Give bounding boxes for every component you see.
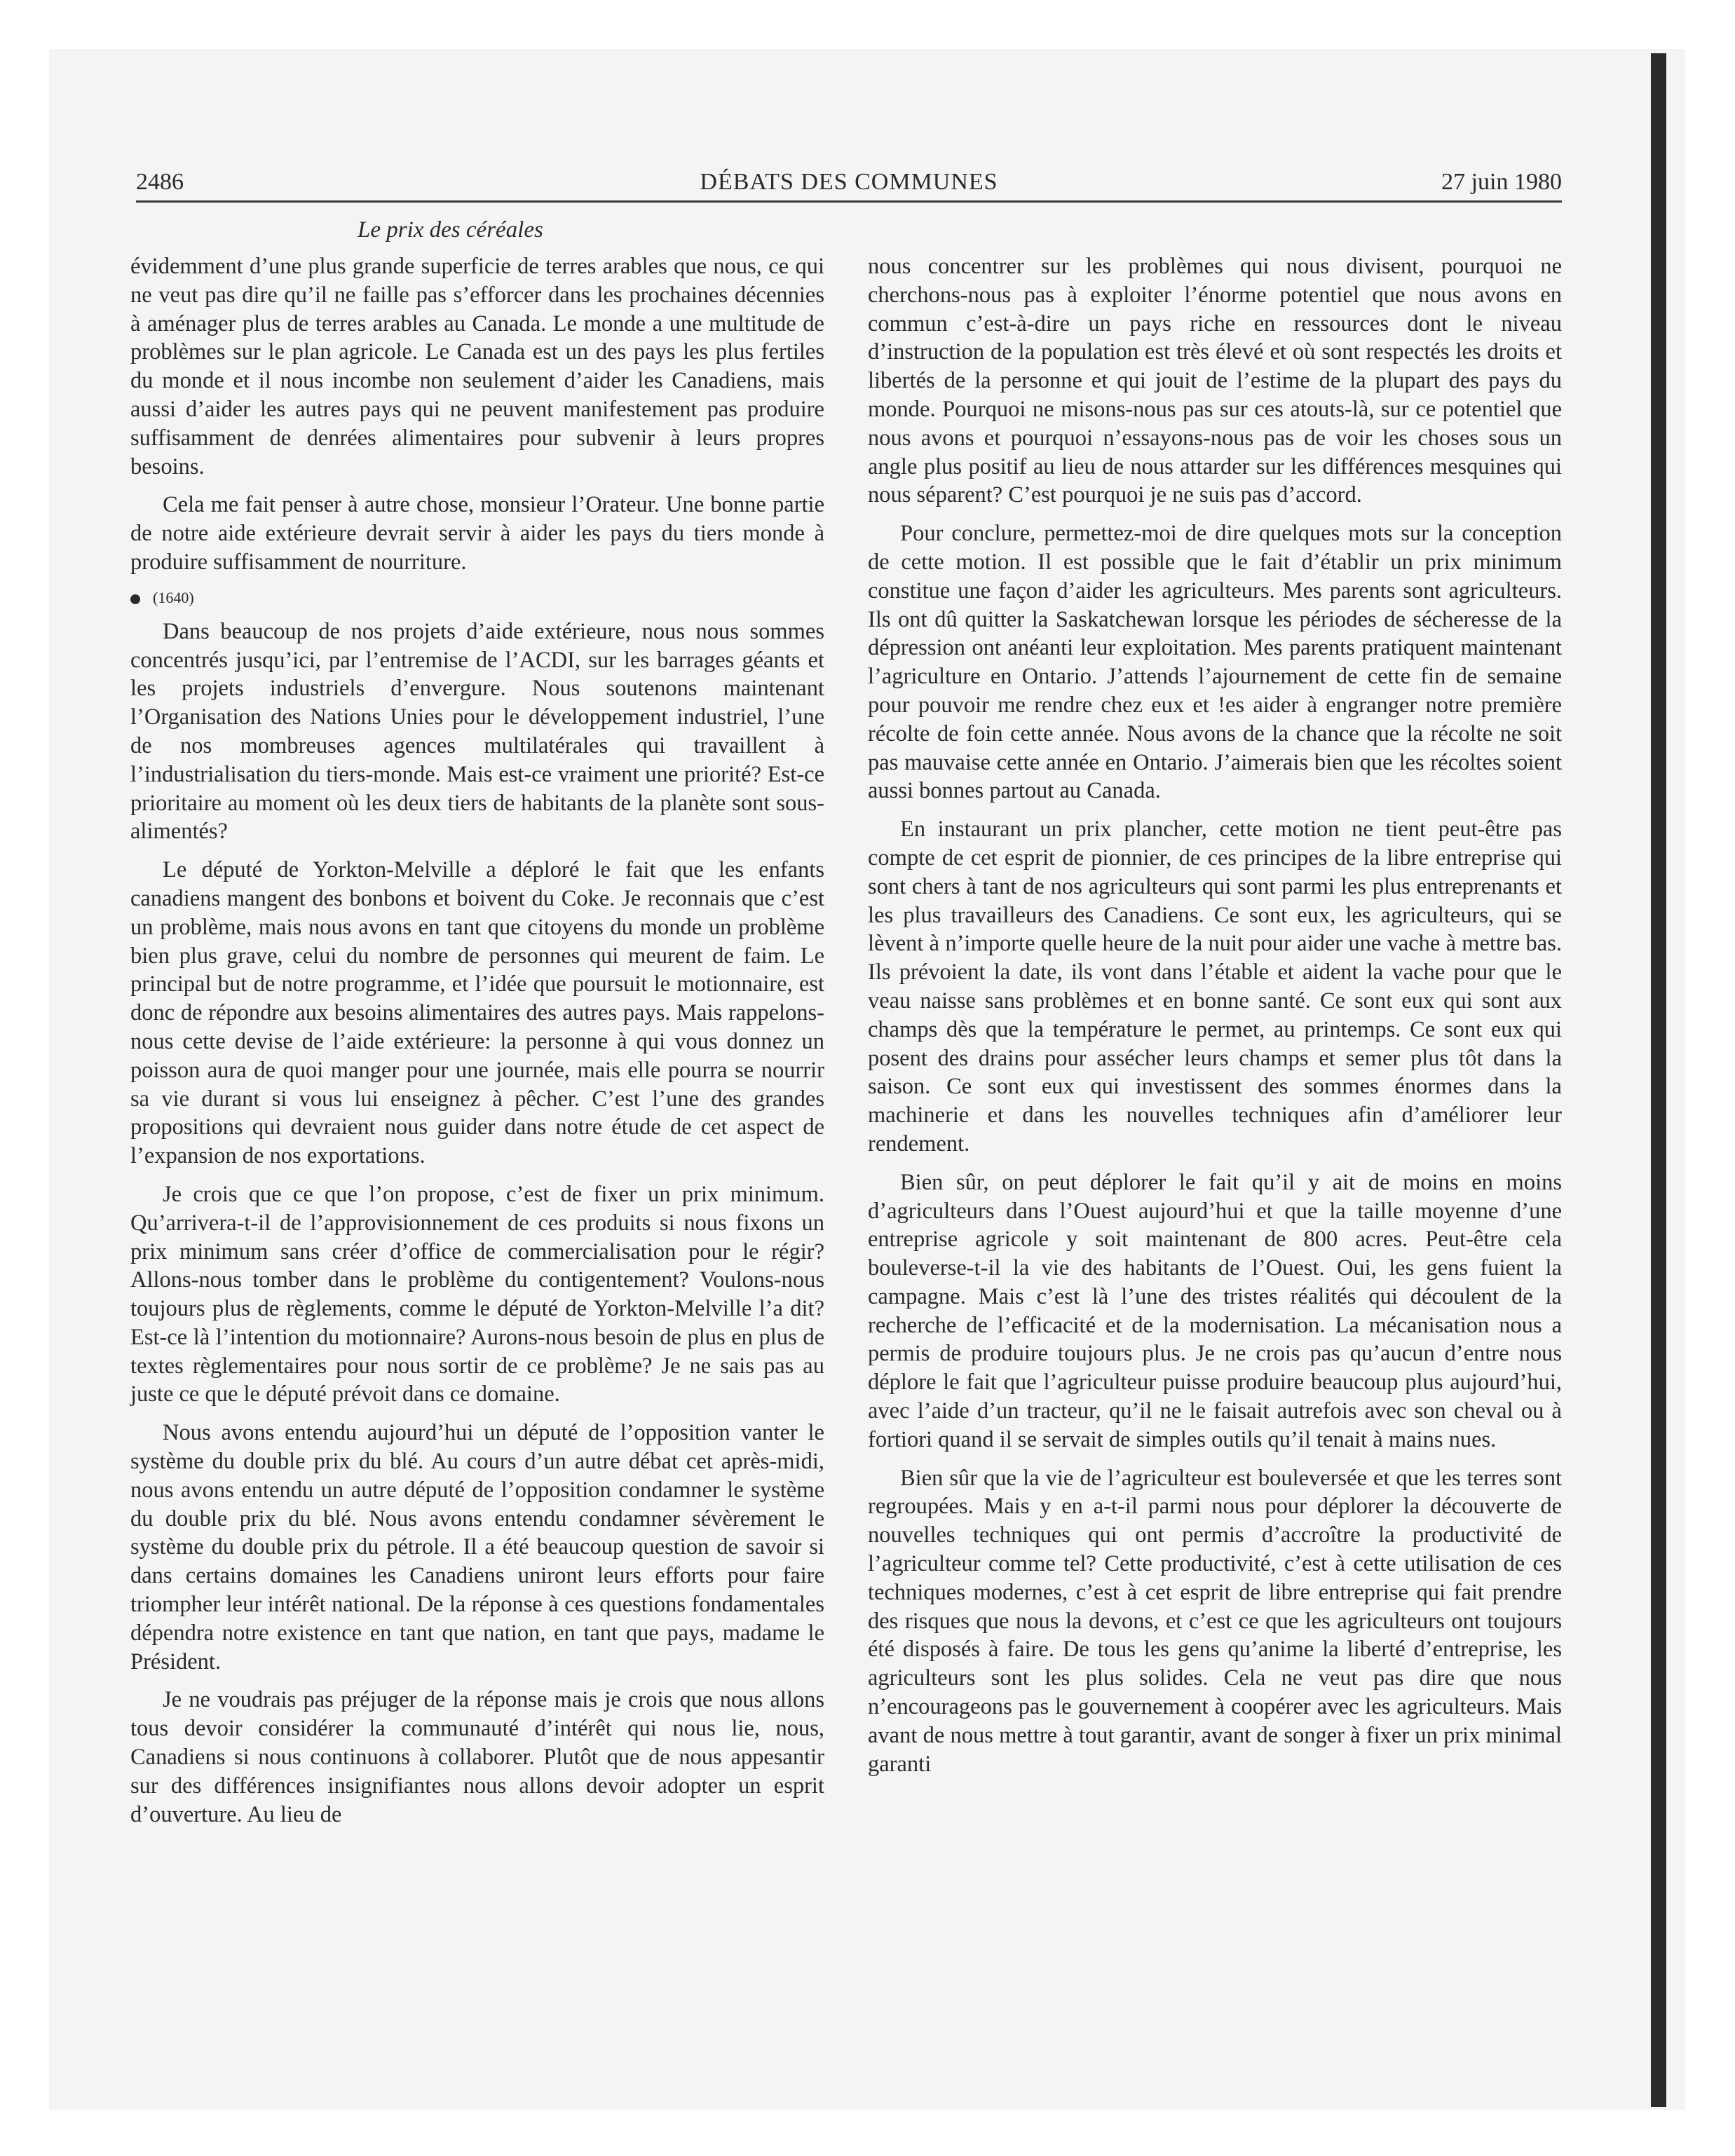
scan-edge-bar: [1651, 53, 1666, 2107]
paragraph: évidemment d’une plus grande superficie de terres arables que nous, ce qui ne veut pas dire qu’il ne faille pas s’efforcer dans les prochaines décennies à aménager plus de terres arables au Canada. Le monde a une multitude de problèmes sur le plan agricole. Le Canada est un des pays les plus fertiles du monde et il nous incombe non seulement d’aider les Canadiens, mais aussi d’aider les autres pays qui ne peuvent manifestement pas produire suffisamment de denrées alimentaires pour subvenir à leurs propres besoins.: [130, 254, 824, 479]
bullet-icon: [130, 594, 140, 604]
left-column: [130, 252, 824, 1829]
paragraph: Bien sûr que la vie de l’agriculteur est bouleversée et que les terres sont regroupées. Mais y en a-t-il parmi nous pour déplorer la découverte de nouvelles techniques qui ont permis d’accroître la productivité de l’agriculteur comme tel? Cette productivité, c’est à cette utilisation de ces techniques modernes, c’est à cet esprit de libre entreprise qui fait prendre des risques que nous la devons, et c’est ce que les agriculteurs ont toujours été disposés à faire. De tous les gens qu’anime la liberté d’entreprise, les agriculteurs sont les plus solides. Cela ne veut pas dire que nous n’encourageons pas le gouvernement à coopérer avec les agriculteurs. Mais avant de nous mettre à tout garantir, avant de songer à fixer un prix minimal garanti: [868, 1465, 1562, 1777]
paragraph: Nous avons entendu aujourd’hui un député de l’opposition vanter le système du double prix du blé. Au cours d’un autre débat cet après-midi, nous avons entendu un autre député de l’opposition condamner le système du double prix du blé. Nous avons entendu condamner sévèrement le système du double prix du pétrole. Il a été beaucoup question de savoir si dans certains domaines les Canadiens uniront leurs efforts pour faire triompher leur intérêt national. De la réponse à ces questions fondamentales dépendra notre existence en tant que nation, en tant que pays, madame le Président.: [130, 1420, 824, 1674]
journal-title: DÉBATS DES COMMUNES: [700, 169, 998, 195]
page-number: 2486: [136, 169, 184, 195]
paragraph: Je crois que ce que l’on propose, c’est de fixer un prix minimum. Qu’arrivera-t-il de l’approvisionnement de ces produits si nous fixons un prix minimum sans créer d’office de commercialisation pour le régir? Allons-nous tomber dans le problème du contigentement? Voulons-nous toujours plus de règlements, comme le député de Yorkton-Melville l’a dit? Est-ce là l’intention du motionnaire? Aurons-nous besoin de plus en plus de textes règlementaires pour nous sortir de ce problème? Je ne sais pas au juste ce que le député prévoit dans ce domaine.: [130, 1181, 824, 1407]
paragraph: Cela me fait penser à autre chose, monsieur l’Orateur. Une bonne partie de notre aide extérieure devrait servir à aider les pays du tiers monde à produire suffisamment de nourriture.: [130, 492, 824, 575]
header-rule: [136, 200, 1562, 203]
paragraph: Le député de Yorkton-Melville a déploré le fait que les enfants canadiens mangent des bonbons et boivent du Coke. Je reconnais que c’est un problème, mais nous avons en tant que citoyens du monde un problème bien plus grave, celui du nombre de personnes qui meurent de faim. Le principal but de notre programme, et l’idée que poursuit le motionnaire, est donc de répondre aux besoins alimentaires des autres pays. Mais rappelons-nous cette devise de l’aide extérieure: la personne à qui vous donnez un poisson aura de quoi manger pour une journée, mais elle pourra se nourrir sa vie durant si vous lui enseignez à pêcher. C’est l’une des grandes propositions qui devraient nous guider dans notre étude de cet aspect de l’expansion de nos exportations.: [130, 857, 824, 1169]
paragraph: Je ne voudrais pas préjuger de la réponse mais je crois que nous allons tous devoir considérer la communauté d’intérêt qui nous lie, nous, Canadiens si nous continuons à collaborer. Plutôt que de nous appesantir sur des différences insignifiantes nous allons devoir adopter un esprit d’ouverture. Au lieu de: [130, 1687, 824, 1827]
paragraph: Dans beaucoup de nos projets d’aide extérieure, nous nous sommes concentrés jusqu’ici, par l’entremise de l’ACDI, sur les barrages géants et les projets industriels d’envergure. Nous soutenons maintenant l’Organisation des Nations Unies pour le développement industriel, l’une de nos mombreuses agences multilatérales qui travaillent à l’industrialisation du tiers-monde. Mais est-ce vraiment une priorité? Est-ce prioritaire au moment où les deux tiers de habitants de la planète sont sous-alimentés?: [130, 618, 824, 845]
paragraph: nous concentrer sur les problèmes qui nous divisent, pourquoi ne cherchons-nous pas à exploiter l’énorme potentiel que nous avons en commun c’est-à-dire un pays riche en ressources dont le niveau d’instruction de la population est très élevé et où sont respectés les droits et libertés de la personne et qui jouit de l’estime de la plupart des pays du monde. Pourquoi ne misons-nous pas sur ces atouts-là, sur ce potentiel que nous avons et pourquoi n’essayons-nous pas de voir les choses sous un angle plus positif au lieu de nous attarder sur les différences mesquines qui nous séparent? C’est pourquoi je ne suis pas d’accord.: [868, 254, 1562, 508]
subject-heading: Le prix des céréales: [358, 217, 543, 243]
paragraph: En instaurant un prix plancher, cette motion ne tient peut-être pas compte de cet esprit de pionnier, de ces principes de la libre entreprise qui sont chers à tant de nos agriculteurs qui sont parmi les plus entreprenants et les plus travailleurs des Canadiens. Ce sont eux, les agriculteurs, qui se lèvent à n’importe quelle heure de la nuit pour aider une vache à mettre bas. Ils prévoient la date, ils vont dans l’étable et aident la vache pour que le veau naisse sans problèmes et en bonne santé. Ce sont eux qui sont aux champs dès que la température le permet, au printemps. Ce sont eux qui posent des drains pour assécher leurs champs et semer plus tôt dans la saison. Ce sont eux qui investissent des sommes énormes dans la machinerie et dans les nouvelles techniques afin d’améliorer leur rendement.: [868, 817, 1562, 1157]
right-column: [868, 252, 1562, 1778]
paragraph: Pour conclure, permettez-moi de dire quelques mots sur la conception de cette motion. Il est possible que le fait d’établir un prix minimum constitue une façon d’aider les agriculteurs. Mes parents sont agriculteurs. Ils ont dû quitter la Saskatchewan lorsque les périodes de sécheresse de la dépression ont anéanti leur exploitation. Mes parents pratiquent maintenant l’agriculture en Ontario. J’attends l’ajournement de cette fin de semaine pour pouvoir me rendre chez eux et !es aider à engranger notre première récolte de foin cette année. Nous avons de la chance que la récolte ne soit pas mauvaise cette année en Ontario. J’aimerais bien que les récoltes soient aussi bonnes partout au Canada.: [868, 521, 1562, 804]
timestamp-marker: [130, 587, 824, 609]
issue-date: 27 juin 1980: [1441, 169, 1562, 195]
paragraph: Bien sûr, on peut déplorer le fait qu’il y ait de moins en moins d’agriculteurs dans l’Ouest aujourd’hui et que la taille moyenne d’une entreprise agricole y soit maintenant de 800 acres. Peut-être cela bouleverse-t-il la vie des habitants de l’Ouest. Oui, les gens fuient la campagne. Mais c’est là l’une des tristes réalités qui découlent de la recherche de l’efficacité et de la modernisation. La mécanisation nous a permis de produire toujours plus. Je ne crois pas qu’aucun d’entre nous déplore le fait que l’agriculteur puisse produire beaucoup plus aujourd’hui, avec l’aide d’un tracteur, qu’il ne le faisait autrefois avec son cheval ou à fortiori quand il se servait de simples outils qu’il tenait à mains nues.: [868, 1169, 1562, 1452]
timestamp: (1640): [153, 588, 194, 606]
page-header: [136, 165, 1562, 199]
